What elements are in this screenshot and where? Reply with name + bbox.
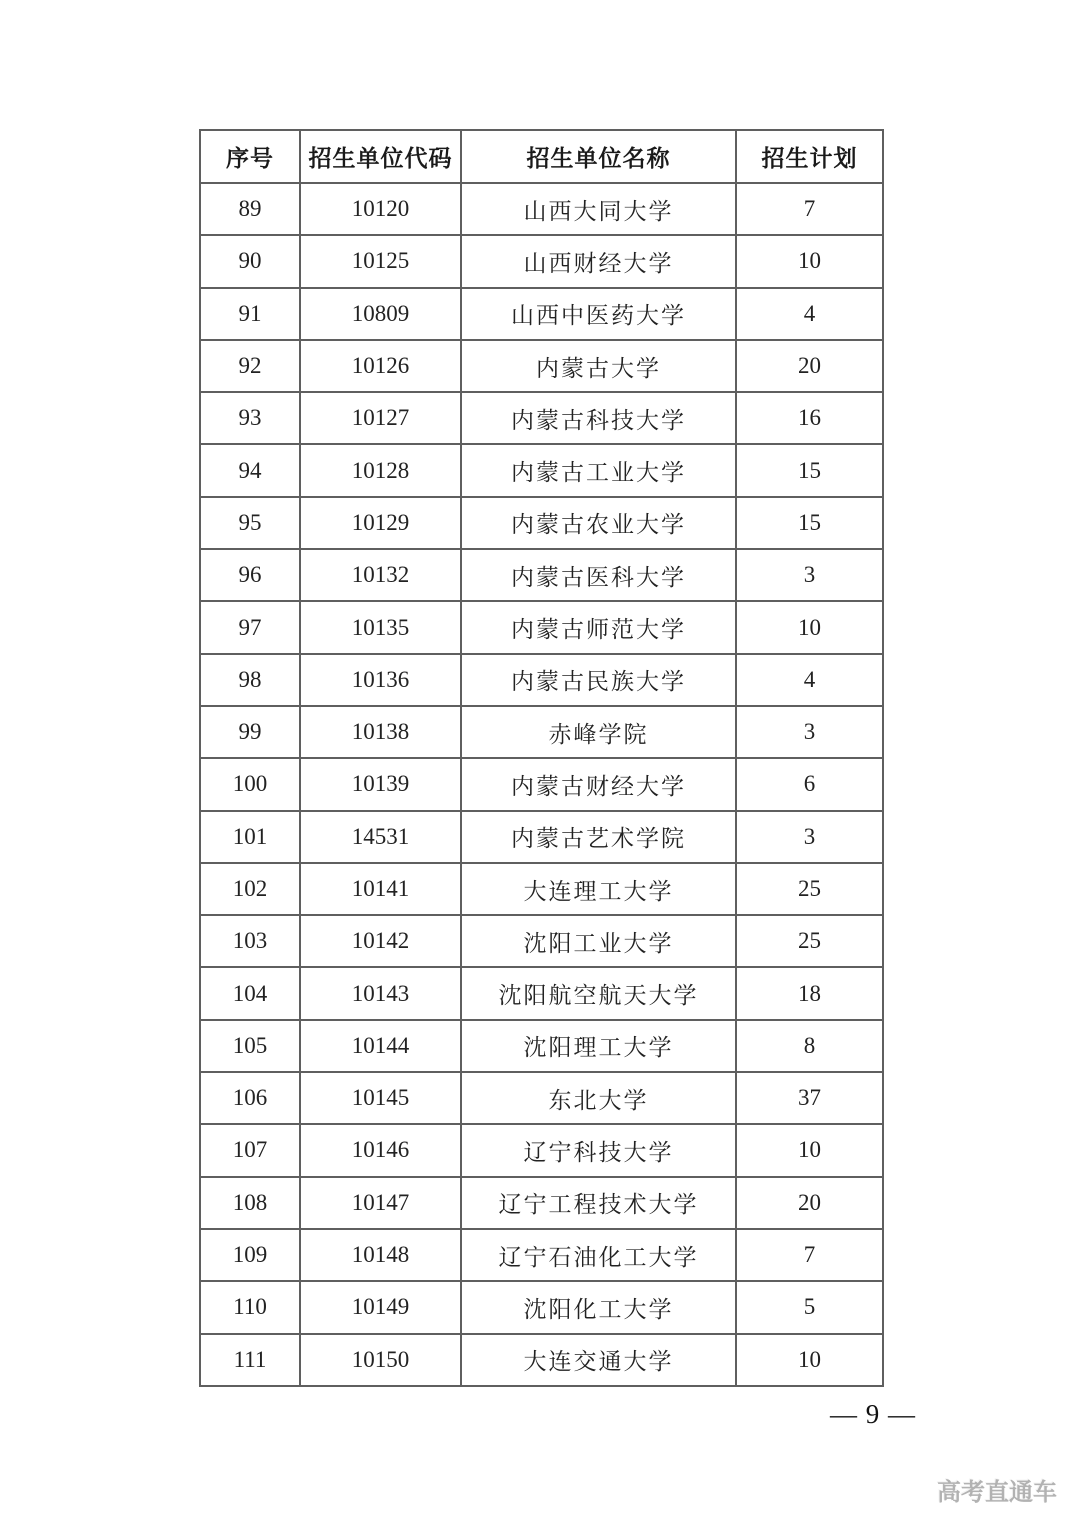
name-cell: 内蒙古民族大学 bbox=[461, 654, 736, 706]
table-row bbox=[200, 235, 883, 287]
code-cell: 10146 bbox=[300, 1124, 461, 1176]
serial-cell: 109 bbox=[200, 1229, 300, 1281]
name-cell: 沈阳工业大学 bbox=[461, 915, 736, 967]
table-row bbox=[200, 392, 883, 444]
name-cell: 沈阳航空航天大学 bbox=[461, 967, 736, 1019]
name-cell: 大连交通大学 bbox=[461, 1334, 736, 1386]
code-cell: 10145 bbox=[300, 1072, 461, 1124]
serial-cell: 102 bbox=[200, 863, 300, 915]
table-row bbox=[200, 601, 883, 653]
table-row bbox=[200, 1177, 883, 1229]
plan-cell: 16 bbox=[736, 392, 883, 444]
plan-cell: 3 bbox=[736, 811, 883, 863]
name-cell: 山西中医药大学 bbox=[461, 288, 736, 340]
code-cell: 10127 bbox=[300, 392, 461, 444]
table-row bbox=[200, 811, 883, 863]
page-number: — 9 — bbox=[830, 1399, 916, 1429]
table-header bbox=[200, 130, 883, 183]
name-cell: 东北大学 bbox=[461, 1072, 736, 1124]
table-row bbox=[200, 654, 883, 706]
plan-cell: 25 bbox=[736, 915, 883, 967]
code-cell: 10120 bbox=[300, 183, 461, 235]
serial-cell: 94 bbox=[200, 444, 300, 496]
table-row bbox=[200, 1124, 883, 1176]
plan-cell: 20 bbox=[736, 1177, 883, 1229]
serial-cell: 93 bbox=[200, 392, 300, 444]
plan-cell: 15 bbox=[736, 444, 883, 496]
plan-cell: 10 bbox=[736, 235, 883, 287]
name-cell: 山西大同大学 bbox=[461, 183, 736, 235]
code-cell: 10139 bbox=[300, 758, 461, 810]
code-cell: 10150 bbox=[300, 1334, 461, 1386]
name-cell: 内蒙古科技大学 bbox=[461, 392, 736, 444]
code-cell: 10148 bbox=[300, 1229, 461, 1281]
name-cell: 辽宁工程技术大学 bbox=[461, 1177, 736, 1229]
name-cell: 内蒙古财经大学 bbox=[461, 758, 736, 810]
plan-cell: 18 bbox=[736, 967, 883, 1019]
table-row bbox=[200, 288, 883, 340]
table-row bbox=[200, 1281, 883, 1333]
plan-cell: 7 bbox=[736, 1229, 883, 1281]
plan-cell: 15 bbox=[736, 497, 883, 549]
table-body bbox=[200, 183, 883, 1386]
code-cell: 10142 bbox=[300, 915, 461, 967]
header-row bbox=[200, 130, 883, 183]
name-cell: 内蒙古工业大学 bbox=[461, 444, 736, 496]
code-cell: 10147 bbox=[300, 1177, 461, 1229]
plan-cell: 37 bbox=[736, 1072, 883, 1124]
code-cell: 10141 bbox=[300, 863, 461, 915]
name-cell: 内蒙古医科大学 bbox=[461, 549, 736, 601]
serial-cell: 105 bbox=[200, 1020, 300, 1072]
serial-cell: 100 bbox=[200, 758, 300, 810]
table-row bbox=[200, 444, 883, 496]
serial-cell: 111 bbox=[200, 1334, 300, 1386]
code-cell: 10143 bbox=[300, 967, 461, 1019]
serial-cell: 98 bbox=[200, 654, 300, 706]
serial-cell: 99 bbox=[200, 706, 300, 758]
name-cell: 沈阳理工大学 bbox=[461, 1020, 736, 1072]
table-row bbox=[200, 340, 883, 392]
plan-cell: 6 bbox=[736, 758, 883, 810]
plan-cell: 20 bbox=[736, 340, 883, 392]
name-cell: 内蒙古大学 bbox=[461, 340, 736, 392]
table-row bbox=[200, 1020, 883, 1072]
code-cell: 10144 bbox=[300, 1020, 461, 1072]
serial-cell: 106 bbox=[200, 1072, 300, 1124]
code-cell: 14531 bbox=[300, 811, 461, 863]
table-row bbox=[200, 1229, 883, 1281]
code-cell: 10809 bbox=[300, 288, 461, 340]
plan-cell: 3 bbox=[736, 706, 883, 758]
name-cell: 辽宁石油化工大学 bbox=[461, 1229, 736, 1281]
code-cell: 10135 bbox=[300, 601, 461, 653]
serial-cell: 104 bbox=[200, 967, 300, 1019]
plan-cell: 5 bbox=[736, 1281, 883, 1333]
table-row bbox=[200, 706, 883, 758]
serial-cell: 95 bbox=[200, 497, 300, 549]
code-cell: 10136 bbox=[300, 654, 461, 706]
plan-cell: 8 bbox=[736, 1020, 883, 1072]
serial-cell: 108 bbox=[200, 1177, 300, 1229]
table-row bbox=[200, 915, 883, 967]
table-row bbox=[200, 758, 883, 810]
name-cell: 山西财经大学 bbox=[461, 235, 736, 287]
name-cell: 沈阳化工大学 bbox=[461, 1281, 736, 1333]
watermark-text: 高考直通车 bbox=[937, 1479, 1057, 1506]
serial-cell: 89 bbox=[200, 183, 300, 235]
name-cell: 大连理工大学 bbox=[461, 863, 736, 915]
serial-cell: 103 bbox=[200, 915, 300, 967]
code-cell: 10128 bbox=[300, 444, 461, 496]
column-header-plan: 招生计划 bbox=[736, 130, 883, 183]
plan-cell: 4 bbox=[736, 654, 883, 706]
serial-cell: 90 bbox=[200, 235, 300, 287]
serial-cell: 92 bbox=[200, 340, 300, 392]
plan-cell: 3 bbox=[736, 549, 883, 601]
serial-cell: 97 bbox=[200, 601, 300, 653]
serial-cell: 101 bbox=[200, 811, 300, 863]
enrollment-plan-table bbox=[199, 129, 884, 1387]
plan-cell: 4 bbox=[736, 288, 883, 340]
name-cell: 赤峰学院 bbox=[461, 706, 736, 758]
code-cell: 10149 bbox=[300, 1281, 461, 1333]
column-header-unit-name: 招生单位名称 bbox=[461, 130, 736, 183]
table-row bbox=[200, 863, 883, 915]
plan-cell: 10 bbox=[736, 1334, 883, 1386]
code-cell: 10129 bbox=[300, 497, 461, 549]
serial-cell: 110 bbox=[200, 1281, 300, 1333]
table-row bbox=[200, 497, 883, 549]
table-row bbox=[200, 549, 883, 601]
serial-cell: 96 bbox=[200, 549, 300, 601]
code-cell: 10132 bbox=[300, 549, 461, 601]
name-cell: 内蒙古艺术学院 bbox=[461, 811, 736, 863]
column-header-serial: 序号 bbox=[200, 130, 300, 183]
plan-cell: 10 bbox=[736, 601, 883, 653]
name-cell: 内蒙古农业大学 bbox=[461, 497, 736, 549]
plan-cell: 25 bbox=[736, 863, 883, 915]
plan-cell: 7 bbox=[736, 183, 883, 235]
code-cell: 10138 bbox=[300, 706, 461, 758]
table-row bbox=[200, 967, 883, 1019]
plan-cell: 10 bbox=[736, 1124, 883, 1176]
serial-cell: 91 bbox=[200, 288, 300, 340]
serial-cell: 107 bbox=[200, 1124, 300, 1176]
table-row bbox=[200, 183, 883, 235]
code-cell: 10125 bbox=[300, 235, 461, 287]
table-row bbox=[200, 1072, 883, 1124]
name-cell: 辽宁科技大学 bbox=[461, 1124, 736, 1176]
code-cell: 10126 bbox=[300, 340, 461, 392]
table-row bbox=[200, 1334, 883, 1386]
column-header-unit-code: 招生单位代码 bbox=[300, 130, 461, 183]
name-cell: 内蒙古师范大学 bbox=[461, 601, 736, 653]
